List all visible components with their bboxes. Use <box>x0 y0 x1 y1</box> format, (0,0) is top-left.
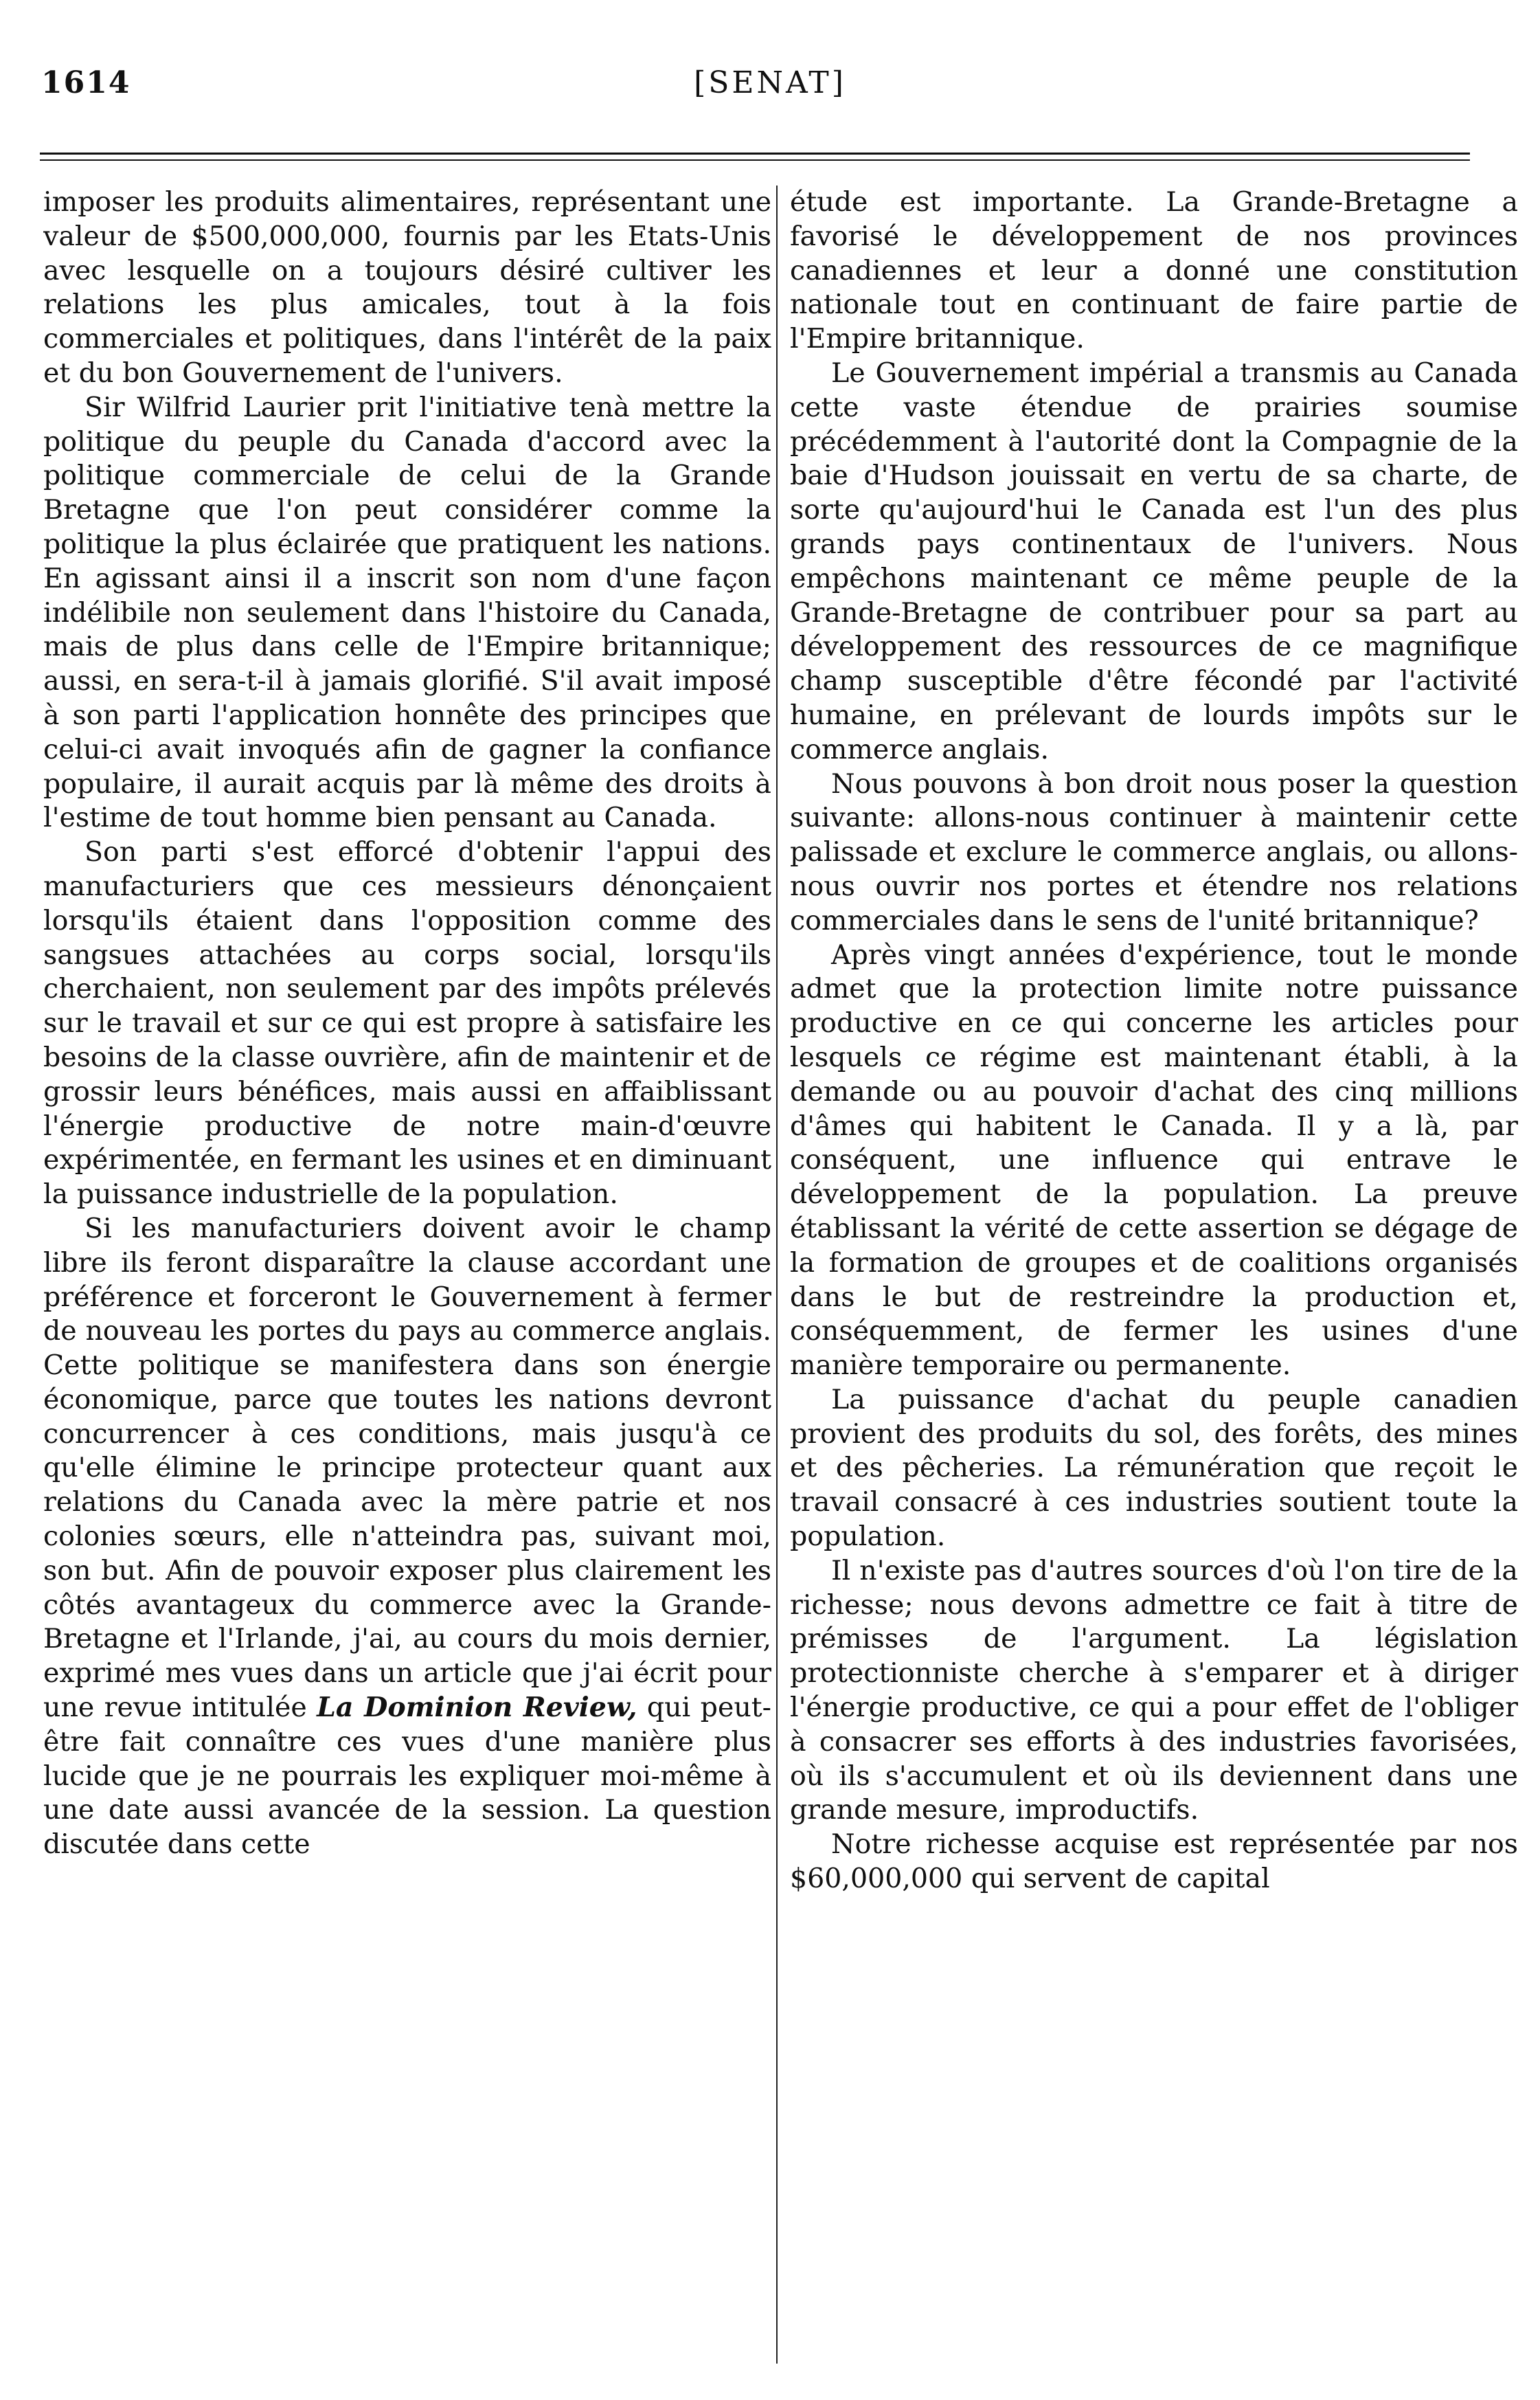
paragraph: imposer les produits alimentaires, représentant une valeur de $500,000,000, fournis par les Etats-Unis avec lesquelle on a toujours désiré cultiver les relations les plus amicales, tout à la fois commerciales et politiques, dans l'intérêt de la paix et du bon Gouvernement de l'univers. <box>43 186 771 389</box>
paragraph <box>43 1212 771 1862</box>
paragraph: Il n'existe pas d'autres sources d'où l'on tire de la richesse; nous devons admettre ce fait à titre de prémisses de l'argument. La législation protectionniste cherche à s'emparer et à diriger l'énergie productive, ce qui a pour effet de l'obliger à consacrer ses efforts à des industries favorisées, où ils s'accumulent et où ils deviennent dans une grande mesure, improductifs. <box>790 1554 1518 1826</box>
paragraph-text: qui peut-être fait connaître ces vues d'une manière plus lucide que je ne pourrais les expliquer moi-même à une date aussi avancée de la session. La question discutée dans cette <box>43 1692 771 1861</box>
header-rule-bottom <box>40 159 1470 161</box>
review-title: La Dominion Review, <box>317 1692 637 1724</box>
paragraph: Notre richesse acquise est représentée par nos $60,000,000 qui servent de capital <box>790 1828 1518 1895</box>
paragraph: Son parti s'est efforcé d'obtenir l'appui des manufacturiers que ces messieurs dénonçaient lorsqu'ils étaient dans l'opposition comme des sangsues attachées au corps social, lorsqu'ils cherchaient, non seulement par des impôts prélevés sur le travail et sur ce qui est propre à satisfaire les besoins de la classe ouvrière, afin de maintenir et de grossir leurs bénéfices, mais aussi en affaiblissant l'énergie productive de notre main-d'œuvre expérimentée, en fermant les usines et en diminuant la puissance industrielle de la population. <box>43 836 771 1211</box>
header-rule-top <box>40 153 1470 155</box>
paragraph: Sir Wilfrid Laurier prit l'initiative tenà mettre la politique du peuple du Canada d'accord avec la politique commerciale de celui de la Grande Bretagne que l'on peut considérer comme la politique la plus éclairée que pratiquent les nations. En agissant ainsi il a inscrit son nom d'une façon indélibile non seulement dans l'histoire du Canada, mais de plus dans celle de l'Empire britannique; aussi, en sera-t-il à jamais glorifié. S'il avait imposé à son parti l'application honnête des principes que celui-ci avait invoqués afin de gagner la confiance populaire, il aurait acquis par là même des droits à l'estime de tout homme bien pensant au Canada. <box>43 391 771 834</box>
running-head: [SENAT] <box>694 65 846 100</box>
paragraph-text: Si les manufacturiers doivent avoir le champ libre ils feront disparaître la clause accordant une préférence et forceront le Gouvernement à fermer de nouveau les portes du pays au commerce anglais. Cette politique se manifestera dans son énergie économique, parce que toutes les nations devront concurrencer à ces conditions, mais jusqu'à ce qu'elle élimine le principe protecteur quant aux relations du Canada avec la mère patrie et nos colonies sœurs, elle n'atteindra pas, suivant moi, son but. Afin de pouvoir exposer plus clairement les côtés avantageux du commerce avec la Grande-Bretagne et l'Irlande, j'ai, au cours du mois dernier, exprimé mes vues dans un article que j'ai écrit pour une revue intitulée <box>43 1212 771 1724</box>
column-divider <box>776 186 778 2364</box>
right-column <box>790 186 1518 2377</box>
paragraph: Nous pouvons à bon droit nous poser la question suivante: allons-nous continuer à maintenir cette palissade et exclure le commerce anglais, ou allons-nous ouvrir nos portes et étendre nos relations commerciales dans le sens de l'unité britannique? <box>790 767 1518 937</box>
paragraph: La puissance d'achat du peuple canadien provient des produits du sol, des forêts, des mines et des pêcheries. La rémunération que reçoit le travail consacré à ces industries soutient toute la population. <box>790 1383 1518 1553</box>
left-column <box>43 186 771 2377</box>
page-header <box>0 65 1540 113</box>
page-number: 1614 <box>41 65 131 100</box>
paragraph: Le Gouvernement impérial a transmis au Canada cette vaste étendue de prairies soumise précédemment à l'autorité dont la Compagnie de la baie d'Hudson jouissait en vertu de sa charte, de sorte qu'aujourd'hui le Canada est l'un des plus grands pays continentaux de l'univers. Nous empêchons maintenant ce même peuple de la Grande-Bretagne de contribuer pour sa part au développement des ressources de ce magnifique champ susceptible d'être fécondé par l'activité humaine, en prélevant de lourds impôts sur le commerce anglais. <box>790 357 1518 765</box>
paragraph: étude est importante. La Grande-Bretagne a favorisé le développement de nos provinces canadiennes et leur a donné une constitution nationale tout en continuant de faire partie de l'Empire britannique. <box>790 186 1518 355</box>
paragraph: Après vingt années d'expérience, tout le monde admet que la protection limite notre puissance productive en ce qui concerne les articles pour lesquels ce régime est maintenant établi, à la demande ou au pouvoir d'achat des cinq millions d'âmes qui habitent le Canada. Il y a là, par conséquent, une influence qui entrave le développement de la population. La preuve établissant la vérité de cette assertion se dégage de la formation de groupes et de coalitions organisés dans le but de restreindre la production et, conséquemment, de fermer les usines d'une manière temporaire ou permanente. <box>790 939 1518 1382</box>
